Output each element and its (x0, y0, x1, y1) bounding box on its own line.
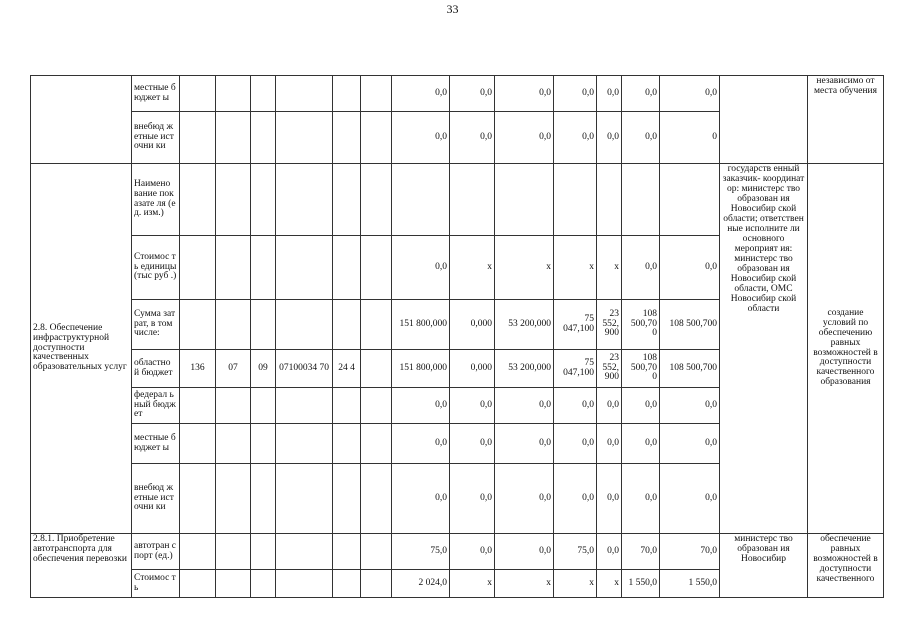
table-cell: 0,0 (554, 388, 597, 424)
table-cell: 0,0 (660, 76, 720, 112)
table-cell: 1 550,0 (622, 570, 660, 598)
table-cell: 0,0 (660, 236, 720, 300)
table-cell: 2 024,0 (392, 570, 450, 598)
table-cell: 0,0 (450, 424, 495, 464)
table-cell (333, 76, 361, 112)
table-cell: 0,0 (495, 388, 554, 424)
table-cell: 0,0 (450, 464, 495, 534)
table-cell: 0,0 (392, 236, 450, 300)
table-cell (180, 464, 216, 534)
table-cell: 0 (660, 112, 720, 164)
table-cell: 108 500,70 0 (622, 300, 660, 350)
table-cell (361, 388, 392, 424)
table-cell: x (450, 236, 495, 300)
table-cell: 75,0 (554, 534, 597, 570)
result-cell: независимо от места обучения (808, 76, 884, 164)
table-cell (333, 164, 361, 236)
table-cell: 53 200,000 (495, 300, 554, 350)
table-cell (180, 300, 216, 350)
result-cell: создание условий по обеспечению равных возможностей в доступности качественного образования (808, 164, 884, 534)
indicator-label: внебюд жетные источни ки (132, 112, 180, 164)
table-cell (180, 388, 216, 424)
table-cell (361, 464, 392, 534)
table-row (31, 534, 884, 570)
table-cell (216, 164, 251, 236)
table-cell: 23 552, 900 (597, 300, 622, 350)
table-cell (251, 236, 276, 300)
table-cell (251, 112, 276, 164)
indicator-label: местные бюджет ы (132, 424, 180, 464)
table-cell: 70,0 (660, 534, 720, 570)
table-cell: 0,0 (392, 424, 450, 464)
table-cell: 0,0 (554, 464, 597, 534)
table-cell (597, 164, 622, 236)
table-cell (251, 534, 276, 570)
table-cell: 0,0 (597, 76, 622, 112)
table-cell: 0,0 (495, 76, 554, 112)
indicator-label: местные бюджет ы (132, 76, 180, 112)
table-cell: 108 500,70 0 (622, 350, 660, 388)
table-cell: 108 500,700 (660, 300, 720, 350)
table-cell: 53 200,000 (495, 350, 554, 388)
table-cell (361, 300, 392, 350)
indicator-label: федерал ьный бюджет (132, 388, 180, 424)
table-cell: 0,0 (495, 112, 554, 164)
table-cell (333, 112, 361, 164)
table-cell (216, 300, 251, 350)
table-cell (276, 464, 333, 534)
table-cell (276, 76, 333, 112)
table-cell (276, 236, 333, 300)
table-cell: 0,0 (495, 534, 554, 570)
table-cell: 136 (180, 350, 216, 388)
table-row (31, 76, 884, 112)
table-cell: 75 047,100 (554, 350, 597, 388)
executor-cell (720, 76, 808, 164)
table-cell (276, 388, 333, 424)
table-cell (622, 164, 660, 236)
table-cell (216, 424, 251, 464)
table-cell: 0,0 (660, 424, 720, 464)
table-cell: 0,0 (622, 76, 660, 112)
table-cell (660, 164, 720, 236)
table-cell (180, 164, 216, 236)
table-cell (180, 236, 216, 300)
table-cell: 0,0 (597, 464, 622, 534)
table-cell: 0,0 (392, 76, 450, 112)
measure-name-cell: 2.8. Обеспечение инфраструктурной доступности качественных образовательных услуг (31, 164, 132, 534)
table-cell (180, 570, 216, 598)
table-cell: 75,0 (392, 534, 450, 570)
table-cell: 75 047,100 (554, 300, 597, 350)
indicator-label: Стоимос ть (132, 570, 180, 598)
table-cell (361, 350, 392, 388)
table-cell (333, 534, 361, 570)
table-cell: 0,0 (495, 424, 554, 464)
table-cell (216, 236, 251, 300)
table-cell (361, 76, 392, 112)
measure-name-cell (31, 76, 132, 164)
table-cell (180, 112, 216, 164)
table-row (31, 164, 884, 236)
table-cell (216, 112, 251, 164)
table-cell: 0,0 (622, 236, 660, 300)
table-cell (180, 534, 216, 570)
table-cell (333, 300, 361, 350)
table-cell: 0,0 (597, 534, 622, 570)
table-cell: 0,0 (597, 112, 622, 164)
table-cell (251, 164, 276, 236)
page-number: 33 (446, 2, 459, 16)
table-cell: 07100034 70 (276, 350, 333, 388)
table-cell (361, 534, 392, 570)
table-cell: 0,0 (622, 112, 660, 164)
table-cell (251, 76, 276, 112)
table-cell: 0,0 (392, 388, 450, 424)
table-cell (361, 236, 392, 300)
table-cell: 0,0 (554, 424, 597, 464)
table-cell: 07 (216, 350, 251, 388)
table-cell (333, 388, 361, 424)
executor-cell: министерс тво образован ия Новосибир (720, 534, 808, 598)
table-cell (495, 164, 554, 236)
table-cell (276, 570, 333, 598)
table-cell: 0,000 (450, 350, 495, 388)
table-cell (216, 464, 251, 534)
table-cell (450, 164, 495, 236)
table-cell (276, 300, 333, 350)
table-cell (276, 534, 333, 570)
table-cell (251, 464, 276, 534)
executor-cell: государств енный заказчик- координат ор: министерс тво образован ия Новосибир ской области; ответствен ные исполните ли основного мероприят ия: министерс тво образован ия Новосибир ской области, ОМС Новосибир ской области (720, 164, 808, 534)
table-cell (251, 570, 276, 598)
table-cell (276, 164, 333, 236)
indicator-label: областно й бюджет (132, 350, 180, 388)
table-cell (276, 112, 333, 164)
table-cell: 151 800,000 (392, 300, 450, 350)
table-cell (216, 76, 251, 112)
table-cell: x (554, 570, 597, 598)
table-cell: 70,0 (622, 534, 660, 570)
table-cell: 0,0 (392, 112, 450, 164)
table-cell: 0,0 (660, 464, 720, 534)
indicator-label: Стоимос ть единицы (тыс руб .) (132, 236, 180, 300)
table-cell (333, 424, 361, 464)
table-cell (216, 388, 251, 424)
table-cell (251, 300, 276, 350)
table-cell: 0,0 (597, 424, 622, 464)
table-cell: 0,0 (660, 388, 720, 424)
indicator-label: внебюд жетные источни ки (132, 464, 180, 534)
table-cell: x (597, 236, 622, 300)
table-cell (392, 164, 450, 236)
table-cell (276, 424, 333, 464)
table-cell (361, 164, 392, 236)
table-cell: 0,0 (450, 76, 495, 112)
table-cell (361, 424, 392, 464)
table-cell (251, 388, 276, 424)
table-cell (361, 112, 392, 164)
table-cell: 0,0 (622, 424, 660, 464)
indicator-label: Наимено вание показате ля (ед. изм.) (132, 164, 180, 236)
table-cell: 0,0 (622, 464, 660, 534)
table-cell: 23 552, 900 (597, 350, 622, 388)
table-cell (180, 424, 216, 464)
table-cell (216, 570, 251, 598)
table-cell: 0,0 (450, 388, 495, 424)
table-cell: 108 500,700 (660, 350, 720, 388)
program-table (30, 75, 884, 598)
table-cell (216, 534, 251, 570)
table-cell: 0,0 (392, 464, 450, 534)
table-cell: 0,0 (450, 534, 495, 570)
table-cell: 0,0 (554, 112, 597, 164)
table-cell: 09 (251, 350, 276, 388)
table-cell (333, 464, 361, 534)
table-cell: 24 4 (333, 350, 361, 388)
table-cell: x (450, 570, 495, 598)
table-cell: x (597, 570, 622, 598)
table-cell: 0,0 (554, 76, 597, 112)
table-cell (361, 570, 392, 598)
table-cell: 0,000 (450, 300, 495, 350)
table-cell: x (495, 236, 554, 300)
table-cell (333, 236, 361, 300)
table-cell (554, 164, 597, 236)
table-cell: 0,0 (450, 112, 495, 164)
table-cell: x (554, 236, 597, 300)
indicator-label: Сумма затрат, в том числе: (132, 300, 180, 350)
table-cell (180, 76, 216, 112)
result-cell: обеспечение равных возможностей в доступности качественного (808, 534, 884, 598)
table-cell: 0,0 (622, 388, 660, 424)
table-cell (251, 424, 276, 464)
table-cell: 151 800,000 (392, 350, 450, 388)
table-cell: 0,0 (597, 388, 622, 424)
measure-name-cell: 2.8.1. Приобретение автотранспорта для обеспечения перевозки (31, 534, 132, 598)
table-cell: x (495, 570, 554, 598)
table-cell (333, 570, 361, 598)
indicator-label: автотран спорт (ед.) (132, 534, 180, 570)
table-cell: 1 550,0 (660, 570, 720, 598)
table-cell: 0,0 (495, 464, 554, 534)
